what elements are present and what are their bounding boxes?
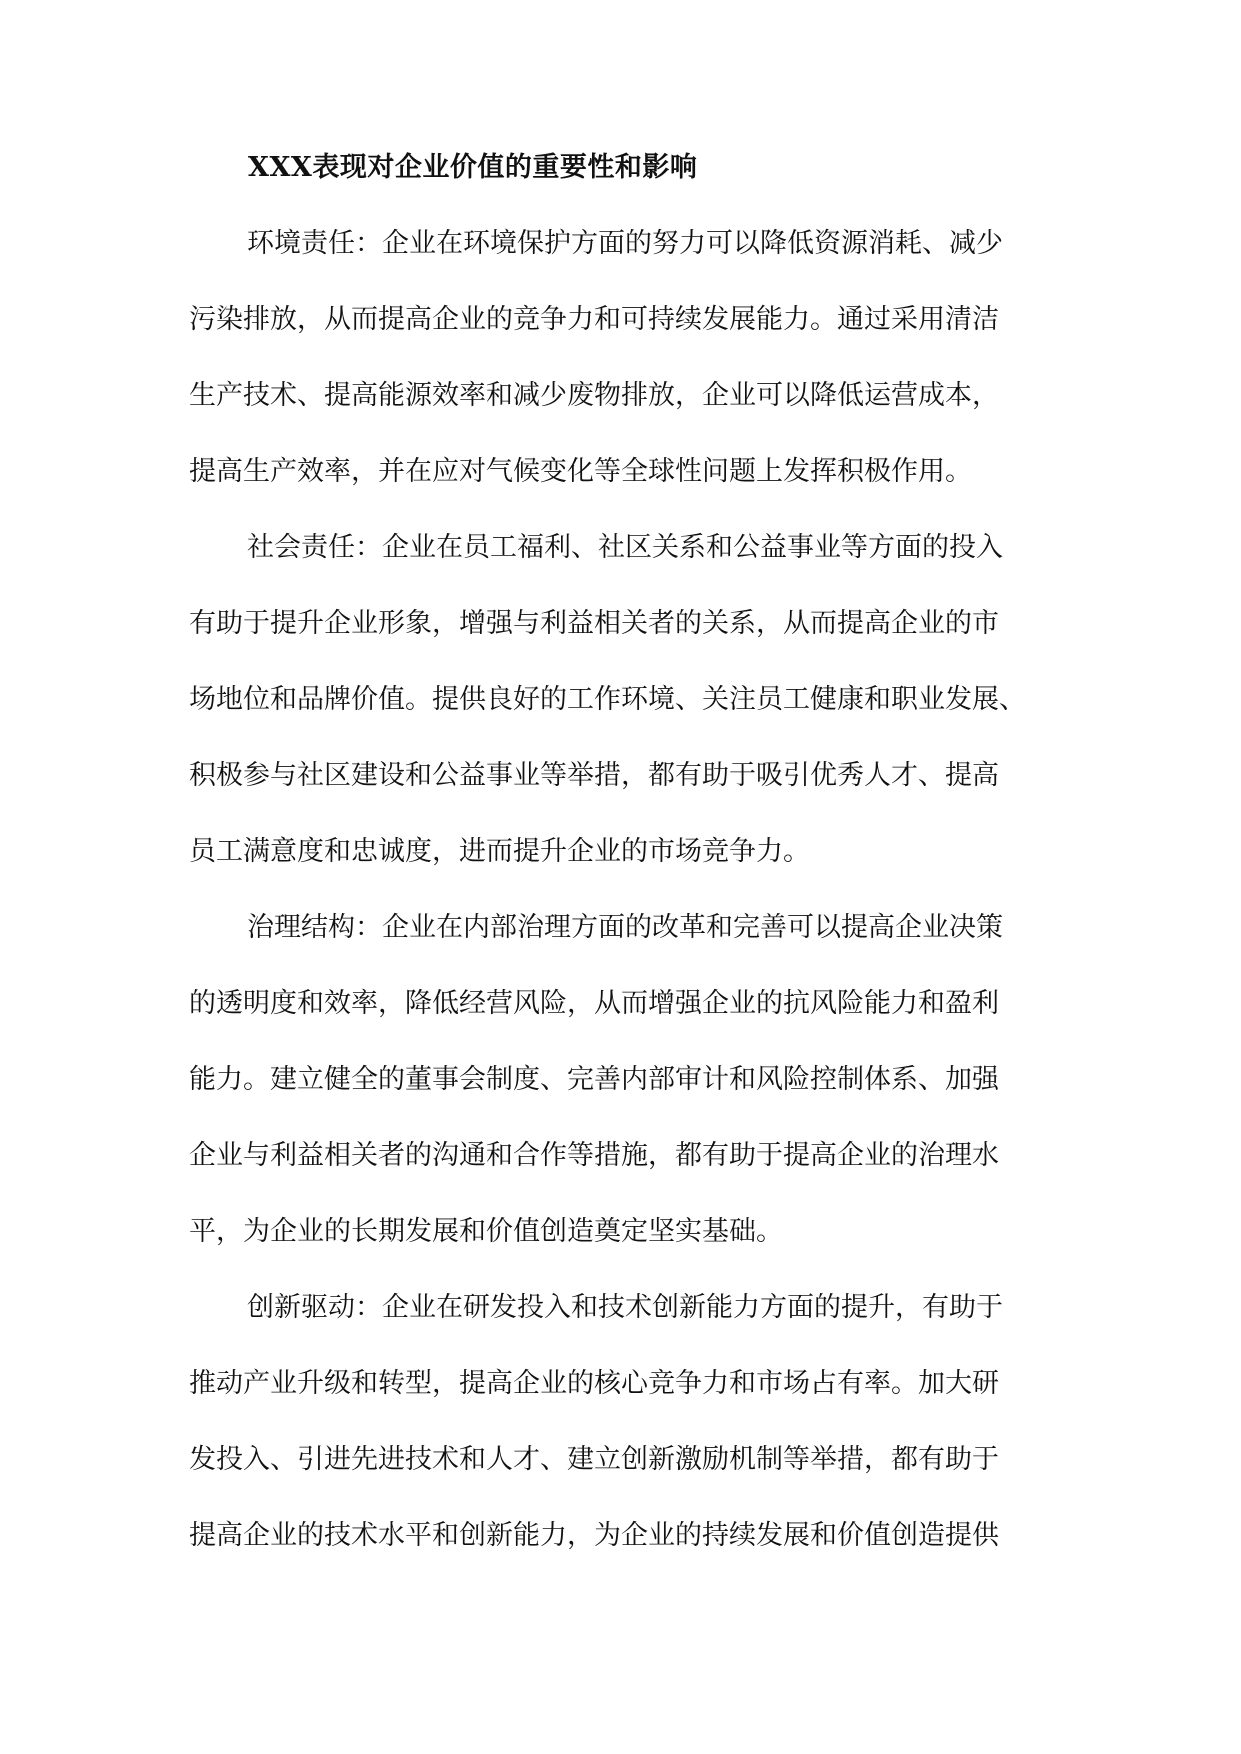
paragraph-environmental-responsibility (189, 226, 1069, 530)
paragraph-line: 污染排放，从而提高企业的竞争力和可持续发展能力。通过采用清洁 (189, 304, 999, 335)
paragraph-line: 推动产业升级和转型，提高企业的核心竞争力和市场占有率。加大研 (189, 1368, 999, 1399)
paragraph-line: 积极参与社区建设和公益事业等举措，都有助于吸引优秀人才、提高 (189, 760, 999, 791)
paragraph-line: 提高企业的技术水平和创新能力，为企业的持续发展和价值创造提供 (189, 1520, 999, 1551)
paragraph-line: 提高生产效率，并在应对气候变化等全球性问题上发挥积极作用。 (189, 456, 972, 487)
paragraph-line: 的透明度和效率，降低经营风险，从而增强企业的抗风险能力和盈利 (189, 988, 999, 1019)
paragraph-line: 社会责任：企业在员工福利、社区关系和公益事业等方面的投入 (247, 532, 1003, 563)
paragraph-line: 治理结构：企业在内部治理方面的改革和完善可以提高企业决策 (247, 912, 1003, 943)
paragraph-line: 环境责任：企业在环境保护方面的努力可以降低资源消耗、减少 (247, 228, 1003, 259)
paragraph-governance-structure (189, 910, 1069, 1290)
paragraph-line: 有助于提升企业形象，增强与利益相关者的关系，从而提高企业的市 (189, 608, 999, 639)
paragraph-social-responsibility (189, 530, 1069, 910)
paragraph-line: 平，为企业的长期发展和价值创造奠定坚实基础。 (189, 1216, 783, 1247)
paragraph-line: 员工满意度和忠诚度，进而提升企业的市场竞争力。 (189, 836, 810, 867)
paragraph-line: 能力。建立健全的董事会制度、完善内部审计和风险控制体系、加强 (189, 1064, 999, 1095)
paragraph-line: 场地位和品牌价值。提供良好的工作环境、关注员工健康和职业发展、 (189, 684, 1026, 715)
paragraph-line: 创新驱动：企业在研发投入和技术创新能力方面的提升，有助于 (247, 1292, 1003, 1323)
paragraph-line: 企业与利益相关者的沟通和合作等措施，都有助于提高企业的治理水 (189, 1140, 999, 1171)
paragraph-line: 生产技术、提高能源效率和减少废物排放，企业可以降低运营成本， (189, 380, 999, 411)
paragraph-line: 发投入、引进先进技术和人才、建立创新激励机制等举措，都有助于 (189, 1444, 999, 1475)
paragraph-innovation-driven (189, 1290, 1069, 1594)
document-title: XXX表现对企业价值的重要性和影响 (248, 152, 698, 183)
